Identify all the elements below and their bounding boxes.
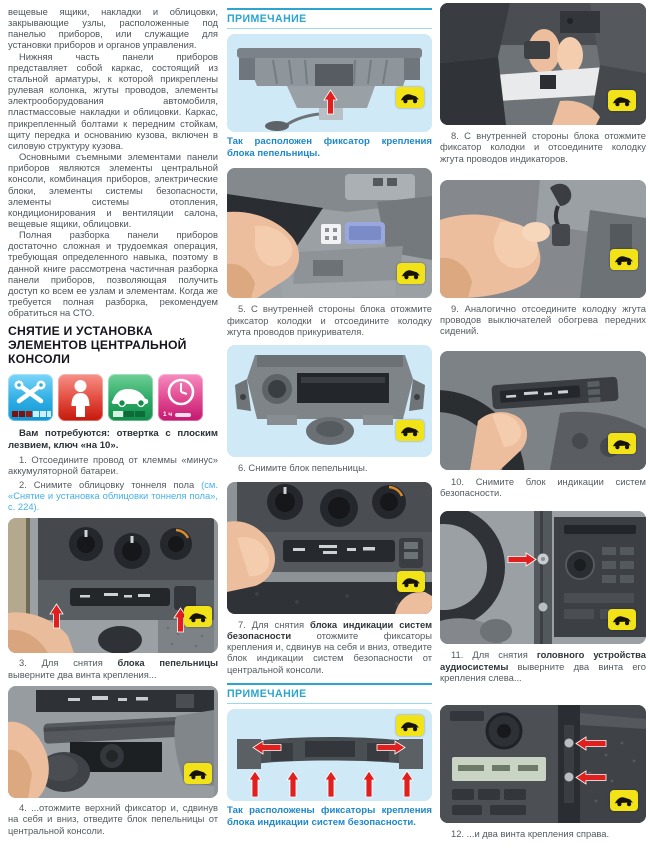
- caption-step-5: 5. С внутренней стороны блока отожмите фиксатор колодки и отсоедините колодку жгута проводов прикуривателя.: [227, 303, 432, 337]
- intro-text: [8, 6, 218, 318]
- photo-step-5: [227, 168, 432, 298]
- caption-step-12: 12. ...и два винта крепления справа.: [451, 828, 610, 840]
- photo-step-3: [8, 518, 218, 653]
- photo-step-12: [440, 705, 646, 823]
- note-photo-indicator-latches: [227, 709, 432, 801]
- assist-car-icon: [396, 715, 424, 736]
- assist-car-icon: [610, 249, 638, 270]
- clock-duration-label: 1 ч: [163, 411, 173, 419]
- caption-step-8: 8. С внутренней стороны блока отожмите фиксатор колодки и отсоедините колодку жгута проводов индикаторов.: [440, 130, 646, 164]
- step-1: 1. Отсоедините провод от клеммы «минус» аккумуляторной батареи.: [8, 453, 218, 477]
- note-title: ПРИМЕЧАНИЕ: [227, 8, 432, 29]
- caption-step-7: 7. Для снятия блока индикации систем безопасности отожмите фиксаторы крепления и, сдвинув на себя и вниз, отведите блок индикации систем безопасности от центральной консоли.: [227, 618, 433, 675]
- car-icon: [108, 374, 153, 421]
- assist-car-icon: [184, 763, 212, 784]
- section-title: СНЯТИЕ И УСТАНОВКА ЭЛЕМЕНТОВ ЦЕНТРАЛЬНОЙ КОНСОЛИ: [8, 324, 187, 366]
- cross-reference-link: (см. «Снятие и установка облицовки тоннеля пола», с. 224).: [8, 478, 218, 513]
- caption-step-11: 11. Для снятия головного устройства аудиосистемы выверните два винта его крепления слева...: [440, 649, 646, 683]
- note-caption: Так расположен фиксатор крепления блока пепельницы.: [227, 136, 432, 160]
- caption-step-6: 6. Снимите блок пепельницы.: [238, 462, 368, 474]
- paragraph: Нижняя часть панели приборов представляет собой каркас, состоящий из стальной арматуры, к которой прикреплены рулевая колонка, жгуты проводов, элементы электрооборудования автомобиля, пластмассовые накладки и облицовки. Каркас, прикрепленный болтами к передним стойкам, щиту передка и основанию кузова, включен в силовую структуру кузова.: [8, 50, 218, 151]
- photo-step-4: [8, 686, 218, 798]
- note-caption: Так расположены фиксаторы крепления блока индикации систем безопасности.: [227, 805, 432, 829]
- assist-car-icon: [396, 87, 424, 108]
- photo-step-11: [440, 511, 646, 644]
- caption-step-9: 9. Аналогично отсоедините колодку жгута проводов выключателей обогрева передних сидений.: [440, 302, 646, 337]
- duration-bar: [175, 413, 191, 417]
- paragraph: Полная разборка панели приборов достаточно сложная и трудоемкая операция, требующая определенного навыка, поэтому в данной книге рассмотрена частичная разборка панели приборов, позволяющая получить доступ ко всем ее узлам и элементам. Когда же требуется полная разборка, рекомендуем обратиться на СТО.: [8, 229, 218, 319]
- assist-car-icon: [608, 433, 636, 454]
- assist-car-icon: [396, 420, 424, 441]
- assist-car-icon: [610, 790, 638, 811]
- time-clock-icon: [158, 374, 203, 421]
- photo-step-6: [227, 345, 432, 457]
- assist-car-icon: [397, 571, 425, 592]
- note-title: ПРИМЕЧАНИЕ: [227, 683, 432, 704]
- assist-car-icon: [184, 606, 212, 627]
- caption-step-10: 10. Снимите блок индикации систем безопасности.: [440, 475, 646, 499]
- paragraph: Основными съемными элементами панели приборов являются элементы центральной консоли, комбинация приборов, электрические блоки, элементы системы безопасности, элементы системы отопления, кондиционирования и вентиляции салона, вещевые ящики, облицовки.: [8, 151, 218, 229]
- tools-required: Вам потребуются: отвертка с плоским лезвием, ключ «на 10».: [8, 428, 218, 451]
- photo-step-9: [440, 180, 646, 298]
- paragraph: вещевые ящики, накладки и облицовки, закрывающие узлы, расположенные под панелью приборов, или служащие для установки приборов и органов управления.: [8, 6, 218, 51]
- assist-car-icon: [608, 90, 636, 111]
- caption-step-3: 3. Для снятия блока пепельницы выверните два винта крепления...: [8, 657, 218, 680]
- photo-step-8: [440, 3, 646, 125]
- middle-column: [227, 8, 432, 829]
- tools-wrench-icon: [8, 374, 53, 421]
- assist-car-icon: [397, 263, 425, 284]
- note-photo-ashtray-latch: [227, 34, 432, 132]
- left-column: [8, 6, 218, 836]
- difficulty-icons: [8, 374, 218, 421]
- right-column: [440, 3, 646, 840]
- step-2: 2. Снимите облицовку тоннеля пола (см. «Снятие и установка облицовки тоннеля пола», с. 224).: [8, 478, 218, 513]
- photo-step-7: [227, 482, 432, 614]
- assist-car-icon: [608, 609, 636, 630]
- caption-step-4: 4. ...отожмите верхний фиксатор и, сдвинув на себя и вниз, отведите блок пепельницы от центральной консоли.: [8, 802, 218, 836]
- person-icon: [58, 374, 103, 421]
- photo-step-10: [440, 351, 646, 470]
